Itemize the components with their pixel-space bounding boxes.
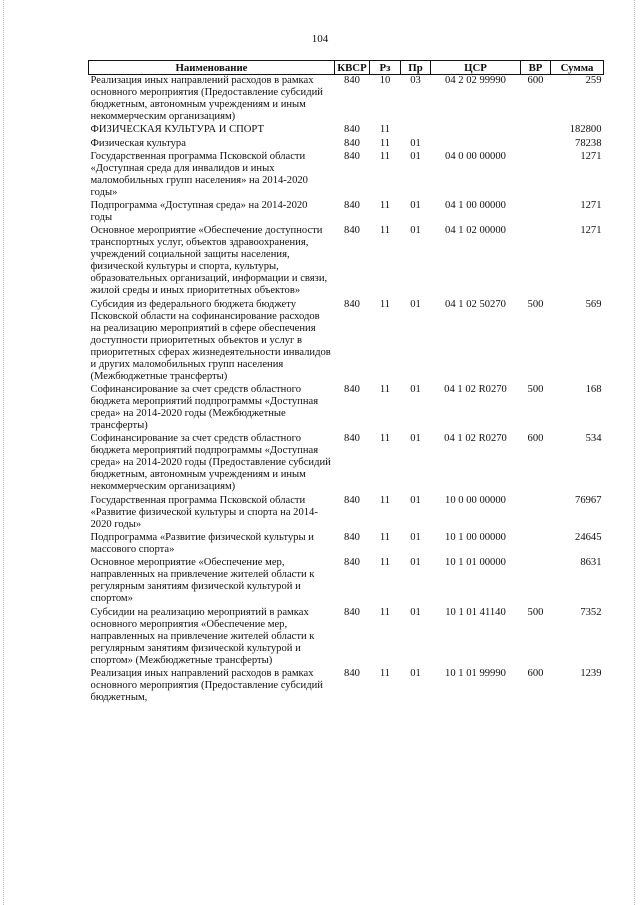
row-sum: 259	[585, 75, 602, 86]
row-name: Реализация иных направлений расходов в рамках основного мероприятия (Предоставление субсидий бюджетным, автономным учреждениям и иным некоммерческим организациям)	[90, 75, 323, 122]
row-pr: 01	[410, 298, 421, 310]
table-row	[89, 138, 604, 151]
row-rz: 11	[379, 298, 391, 310]
row-vr	[521, 138, 551, 151]
row-rz: 11	[379, 150, 391, 162]
row-name: Реализация иных направлений расходов в рамках основного мероприятия (Предоставление субсидий бюджетным,	[90, 667, 323, 703]
row-csr: 04 2 02 99990	[445, 75, 506, 86]
row-vr: 500	[527, 298, 544, 310]
row-pr: 03	[410, 75, 421, 86]
row-csr: 04 1 02 R0270	[444, 433, 507, 445]
row-pr: 01	[410, 150, 421, 162]
header-vr: ВР	[521, 61, 551, 75]
row-csr: 04 1 02 R0270	[444, 384, 507, 396]
header-csr: ЦСР	[431, 61, 521, 75]
row-csr: 04 0 00 00000	[445, 150, 506, 162]
row-csr: 10 1 01 99990	[445, 667, 506, 679]
budget-table	[88, 60, 604, 705]
row-vr	[521, 532, 551, 557]
row-kvsr: 840	[344, 384, 360, 396]
row-sum: 1271	[580, 200, 602, 212]
row-csr	[431, 138, 521, 151]
row-sum: 1239	[580, 667, 602, 679]
row-sum: 1271	[580, 150, 602, 162]
scan-edge-right	[634, 0, 635, 905]
row-vr	[521, 557, 551, 606]
row-kvsr: 840	[344, 75, 360, 86]
row-vr: 600	[527, 75, 544, 86]
header-sum: Сумма	[551, 61, 604, 75]
table-row	[89, 299, 604, 384]
row-name: Основное мероприятие «Обеспечение доступности транспортных услуг, объектов здравоохранения, учреждений социальной защиты населения, физической культуры и спорта, культуры, образовательных организаций, информации и связи, жилой среды и иных приоритетных объектов»	[90, 225, 328, 297]
scan-edge-left	[3, 0, 4, 905]
row-sum: 569	[585, 298, 602, 310]
row-sum: 168	[585, 384, 602, 396]
header-kvsr: КВСР	[335, 61, 370, 75]
row-rz: 11	[379, 433, 391, 445]
row-vr	[521, 495, 551, 532]
row-pr: 01	[410, 433, 421, 445]
row-vr	[521, 200, 551, 225]
row-vr	[521, 151, 551, 200]
row-vr: 600	[527, 433, 544, 445]
row-name: Субсидия из федерального бюджета бюджету Псковской области на софинансирование расходов на реализацию мероприятий в сфере обеспечения доступности приоритетных объектов и услуг в приоритетных сферах жизнедеятельности инвалидов и других маломобильных групп населения (Межбюджетные трансферты)	[90, 298, 331, 382]
row-kvsr: 840	[344, 298, 360, 310]
row-rz: 11	[379, 200, 391, 212]
header-name: Наименование	[89, 61, 335, 75]
row-csr: 10 1 00 00000	[445, 531, 506, 543]
row-sum: 78238	[575, 137, 602, 149]
row-pr: 01	[410, 225, 421, 237]
row-sum: 76967	[575, 494, 602, 506]
page-number: 104	[311, 33, 329, 45]
row-csr	[431, 124, 521, 137]
row-sum: 24645	[575, 531, 602, 543]
row-kvsr: 840	[344, 137, 360, 149]
row-kvsr: 840	[344, 531, 360, 543]
row-pr: 01	[410, 606, 421, 618]
row-pr: 01	[410, 557, 421, 569]
row-pr: 01	[410, 667, 421, 679]
row-name: Государственная программа Псковской области «Доступная среда для инвалидов и иных маломобильных групп населения» на 2014-2020 годы»	[90, 150, 308, 198]
row-csr: 10 1 01 41140	[445, 606, 506, 618]
row-kvsr: 840	[344, 150, 360, 162]
table-row	[89, 151, 604, 200]
row-vr: 600	[527, 667, 544, 679]
row-vr: 500	[527, 606, 544, 618]
table-row	[89, 495, 604, 532]
header-rz: Рз	[370, 61, 401, 75]
row-pr: 01	[410, 200, 421, 212]
table-row	[89, 75, 604, 125]
row-kvsr: 840	[344, 557, 360, 569]
row-name: Софинансирование за счет средств областного бюджета мероприятий подпрограммы «Доступная среда» на 2014-2020 годы (Межбюджетные трансферты)	[90, 384, 319, 432]
row-kvsr: 840	[344, 124, 360, 136]
row-sum: 7352	[580, 606, 602, 618]
row-rz: 11	[379, 557, 391, 569]
row-sum: 182800	[569, 124, 602, 136]
row-name: Основное мероприятие «Обеспечение мер, направленных на привлечение жителей области к регулярным занятиям физической культурой и спортом»	[90, 557, 315, 605]
row-pr: 01	[410, 384, 421, 396]
row-sum: 534	[585, 433, 602, 445]
row-rz: 11	[379, 531, 391, 543]
row-pr	[401, 124, 431, 137]
row-vr	[521, 124, 551, 137]
row-kvsr: 840	[344, 200, 360, 212]
row-pr: 01	[410, 494, 421, 506]
row-sum: 1271	[580, 225, 602, 237]
row-rz: 11	[379, 225, 391, 237]
row-pr: 01	[410, 531, 421, 543]
row-name: Софинансирование за счет средств областного бюджета мероприятий подпрограммы «Доступная среда» на 2014-2020 годы (Предоставление субсидий бюджетным, автономным учреждениям и иным некоммерческим организациям)	[90, 433, 331, 493]
table-row	[89, 433, 604, 494]
row-rz: 11	[379, 667, 391, 679]
row-pr: 01	[410, 137, 421, 149]
row-sum: 8631	[580, 557, 602, 569]
header-pr: Пр	[401, 61, 431, 75]
row-name: ФИЗИЧЕСКАЯ КУЛЬТУРА И СПОРТ	[90, 124, 264, 136]
table-row	[89, 532, 604, 557]
row-rz: 11	[379, 124, 391, 136]
row-vr: 500	[527, 384, 544, 396]
row-kvsr: 840	[344, 494, 360, 506]
row-name: Субсидии на реализацию мероприятий в рамках основного мероприятия «Обеспечение мер, направленных на привлечение жителей области к регулярным занятиям физической культурой и спортом» (Межбюджетные трансферты)	[90, 606, 315, 666]
row-name: Физическая культура	[90, 137, 186, 149]
row-rz: 11	[379, 137, 391, 149]
row-rz: 11	[379, 494, 391, 506]
row-kvsr: 840	[344, 667, 360, 679]
row-name: Государственная программа Псковской области «Развитие физической культуры и спорта на 2014-2020 годы»	[90, 494, 318, 530]
row-csr: 04 1 02 00000	[445, 225, 506, 237]
row-kvsr: 840	[344, 225, 360, 237]
row-vr	[521, 225, 551, 298]
row-name: Подпрограмма «Развитие физической культуры и массового спорта»	[90, 531, 314, 555]
table-row	[89, 124, 604, 137]
row-rz: 10	[379, 75, 391, 86]
table-row	[89, 200, 604, 225]
row-rz: 11	[379, 606, 391, 618]
row-csr: 04 1 02 50270	[445, 298, 506, 310]
table-row	[89, 607, 604, 668]
table-row	[89, 384, 604, 433]
table-header-row	[89, 61, 604, 75]
row-rz: 11	[379, 384, 391, 396]
row-csr: 04 1 00 00000	[445, 200, 506, 212]
row-csr: 10 1 01 00000	[445, 557, 506, 569]
table-row	[89, 668, 604, 705]
row-name: Подпрограмма «Доступная среда» на 2014-2020 годы	[90, 200, 308, 224]
row-csr: 10 0 00 00000	[445, 494, 506, 506]
table-row	[89, 557, 604, 606]
row-kvsr: 840	[344, 433, 360, 445]
row-kvsr: 840	[344, 606, 360, 618]
table-row	[89, 225, 604, 298]
